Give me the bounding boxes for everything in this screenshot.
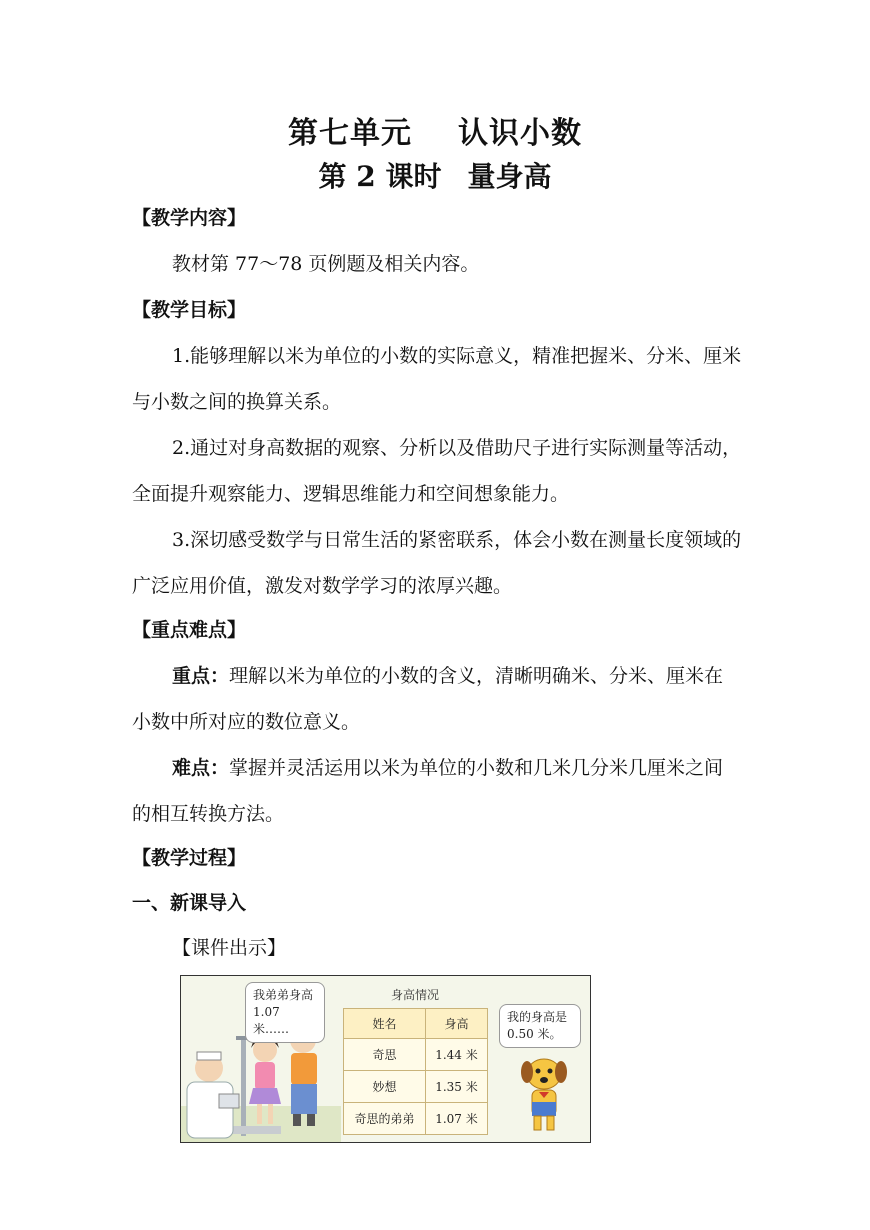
header-height: 身高 bbox=[426, 1009, 488, 1039]
boy-pants bbox=[291, 1084, 317, 1114]
measuring-pole bbox=[241, 1036, 246, 1136]
girl-skirt bbox=[249, 1088, 281, 1104]
difficult-point bbox=[132, 745, 742, 837]
dog-ear-left bbox=[521, 1061, 533, 1083]
key-label: 重点： bbox=[172, 665, 230, 687]
table-row bbox=[344, 1039, 488, 1071]
process-heading: 【教学过程】 bbox=[132, 847, 247, 869]
doctor-cap bbox=[197, 1052, 221, 1060]
row-name: 奇思 bbox=[344, 1039, 426, 1071]
content-text: 教材第 77～78 页例题及相关内容。 bbox=[172, 253, 480, 275]
table-title: 身高情况 bbox=[391, 988, 440, 1002]
dog-ear-right bbox=[555, 1061, 567, 1083]
row-name: 奇思的弟弟 bbox=[344, 1103, 426, 1135]
unit-title bbox=[0, 108, 870, 152]
bubble-right: 我的身高是 0.50 米。 bbox=[499, 1004, 581, 1048]
boy-shirt bbox=[291, 1053, 317, 1085]
table-header-row bbox=[344, 1009, 488, 1039]
key-text: 理解以米为单位的小数的含义，清晰明确米、分米、厘米在小数中所对应的数位意义。 bbox=[132, 665, 724, 733]
diff-label: 难点： bbox=[172, 757, 230, 779]
diff-text: 掌握并灵活运用以米为单位的小数和几米几分米几厘米之间的相互转换方法。 bbox=[132, 757, 724, 825]
row-name: 妙想 bbox=[344, 1071, 426, 1103]
courseware-label: 【课件出示】 bbox=[172, 937, 287, 959]
dog-character bbox=[499, 1050, 589, 1140]
lesson-title bbox=[0, 155, 870, 195]
key-point bbox=[132, 653, 742, 745]
unit-topic: 认识小数 bbox=[458, 116, 582, 151]
key-heading: 【重点难点】 bbox=[132, 619, 247, 641]
bubble-left: 我弟弟身高 1.07 米…… bbox=[245, 982, 325, 1043]
row-height: 1.35 米 bbox=[426, 1071, 488, 1103]
clipboard bbox=[219, 1094, 239, 1108]
table-row bbox=[344, 1103, 488, 1135]
doctor-coat bbox=[187, 1082, 233, 1138]
goal-2: 2.通过对身高数据的观察、分析以及借助尺子进行实际测量等活动，全面提升观察能力、逻辑思维能力和空间想象能力。 bbox=[132, 437, 742, 505]
height-illustration bbox=[180, 975, 591, 1143]
header-name: 姓名 bbox=[344, 1009, 426, 1039]
girl-shirt bbox=[255, 1062, 275, 1090]
part1-heading: 一、新课导入 bbox=[132, 892, 247, 914]
table-row bbox=[344, 1071, 488, 1103]
height-table bbox=[343, 1008, 488, 1135]
goals-heading: 【教学目标】 bbox=[132, 299, 247, 321]
row-height: 1.07 米 bbox=[426, 1103, 488, 1135]
dog-shorts bbox=[532, 1102, 556, 1116]
unit-label: 第七单元 bbox=[288, 116, 412, 151]
content-heading: 【教学内容】 bbox=[132, 207, 247, 229]
goal-1: 1.能够理解以米为单位的小数的实际意义，精准把握米、分米、厘米与小数之间的换算关系。 bbox=[132, 345, 742, 413]
lesson-number: 第 2 课时 bbox=[318, 160, 442, 193]
lesson-name: 量身高 bbox=[467, 160, 552, 193]
row-height: 1.44 米 bbox=[426, 1039, 488, 1071]
goal-3: 3.深切感受数学与日常生活的紧密联系，体会小数在测量长度领域的广泛应用价值，激发对数学学习的浓厚兴趣。 bbox=[132, 529, 742, 597]
